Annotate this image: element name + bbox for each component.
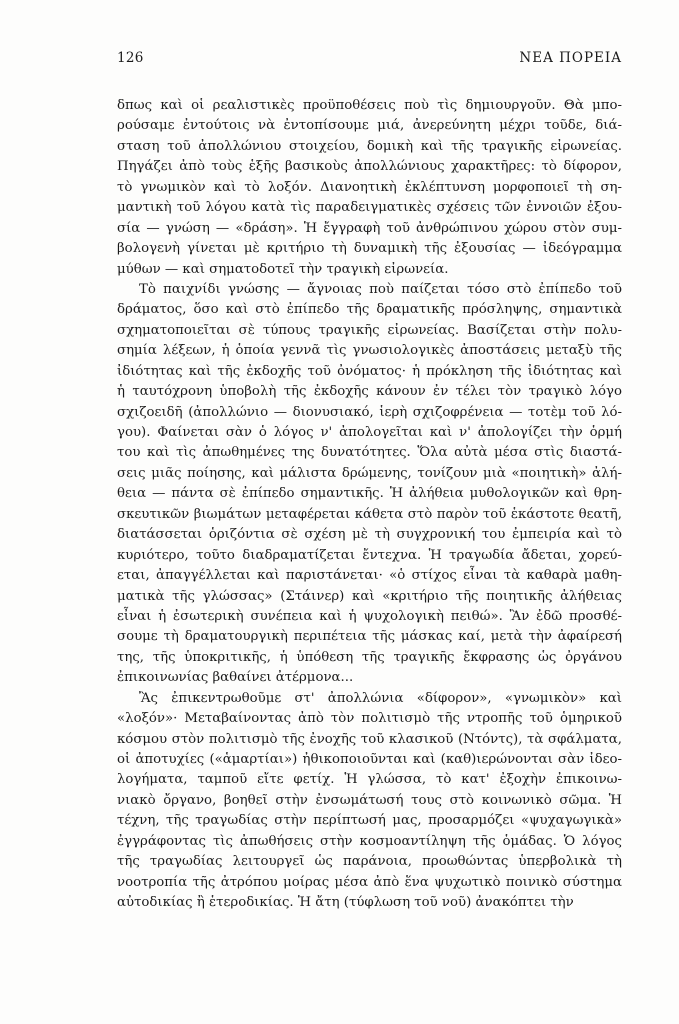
text-line: της, τῆς ὑποκριτικῆς, ἡ ὑπόθεση τῆς τραγικῆς ἔκφρασης ὡς ὀργάνου	[117, 649, 622, 665]
text-line: κόσμου στὸν πολιτισμὸ τῆς ἐνοχῆς τοῦ κλασικοῦ (Ντόντς), τὰ σφάλματα,	[117, 731, 622, 747]
paragraph	[117, 96, 622, 280]
text-line: ἡ ταυτόχρονη ὑποβολὴ τῆς ἐκδοχῆς κάνουν ἐν τέλει τὸν τραγικὸ λόγο	[117, 384, 622, 400]
text-line: σκευτικῶν βιωμάτων μεταφέρεται κάθετα στὸ παρὸν τοῦ ἑκάστοτε θεατῆ,	[117, 506, 622, 522]
text-line: σία — γνώση — «δράση». Ἡ ἔγγραφὴ τοῦ ἀνθρώπινου χώρου στὸν συμ-	[117, 220, 622, 236]
text-line: δράματος, ὅσο καὶ στὸ ἐπίπεδο τῆς δραματικῆς πρόσληψης, σημαντικὰ	[117, 302, 622, 318]
text-line: κυριότερο, τοῦτο διαδραματίζεται ἔντεχνα. Ἡ τραγωδία ἄδεται, χορεύ-	[117, 547, 622, 563]
text-line: γου). Φαίνεται σὰν ὁ λόγος ν' ἀπολογεῖται καὶ ν' ἀπολογίζει τὴν ὁρμή	[117, 425, 622, 440]
journal-title: ΝΕΑ ΠΟΡΕΙΑ	[519, 50, 622, 66]
text-line: ἐπικοινωνίας βαθαίνει ἀτέρμονα...	[117, 670, 354, 686]
page-number: 126	[117, 50, 144, 66]
text-line: τῆς τραγωδίας λειτουργεῖ ὡς παράνοια, προωθώντας ὑπερβολικὰ τὴ	[117, 854, 622, 870]
text-line: ματικὰ τῆς γλώσσας» (Στάινερ) καὶ «κριτήριο τῆς ποιητικῆς ἀλήθειας	[117, 588, 622, 604]
text-line: ρούσαμε ἐντούτοις νὰ ἐντοπίσουμε μιά, ἀνερεύνητη μέχρι τοῦδε, διά-	[117, 118, 622, 134]
text-line: εται, ἀπαγγέλλεται καὶ παριστάνεται· «ὁ στίχος εἶναι τὰ καθαρὰ μαθη-	[117, 568, 622, 584]
text-line: διατάσσεται ὁριζόντια σὲ σχέση μὲ τὴ συγχρονική του ἐμπειρία καὶ τὸ	[117, 527, 622, 543]
text-line: αὐτοδικίας ἢ ἑτεροδικίας. Ἡ ἄτη (τύφλωση τοῦ νοῦ) ἀνακόπτει τὴν	[117, 895, 574, 911]
text-line: σταση τοῦ ἀπολλώνιου στοιχείου, δομικὴ καὶ τῆς τραγικῆς εἰρωνείας.	[117, 138, 622, 154]
text-line: του καὶ τὶς ἀπωθημένες της δυνατότητες. Ὅλα αὐτὰ μέσα στὶς διαστά-	[117, 445, 622, 461]
text-line: τέχνη, τῆς τραγωδίας στὴν περίπτωσή μας, προσαρμόζει «ψυχαγωγικὰ»	[117, 813, 622, 829]
text-line: Πηγάζει ἀπὸ τοὺς ἑξῆς βασικοὺς ἀπολλώνιους χαρακτῆρες: τὸ δίφορον,	[117, 159, 622, 175]
text-line: σχηματοποιεῖται σὲ τύπους τραγικῆς εἰρωνείας. Βασίζεται στὴν πολυ-	[117, 322, 622, 338]
text-line: σεις μιᾶς ποίησης, καὶ μάλιστα δρώμενης, τονίζουν μιὰ «ποιητικὴ» ἀλή-	[117, 465, 622, 481]
text-line: τὸ γνωμικὸν καὶ τὸ λοξόν. Διανοητικὴ ἐκλέπτυνση μορφοποιεῖ τὴ ση-	[117, 179, 622, 195]
body-text	[117, 96, 622, 914]
text-line: σημία λέξεων, ἡ ὁποία γεννᾶ τὶς γνωσιολογικὲς ἀποστάσεις μεταξὺ τῆς	[117, 343, 622, 359]
text-line: λογήματα, ταμποῦ εἴτε φετίχ. Ἡ γλώσσα, τὸ κατ' ἐξοχὴν ἐπικοινω-	[117, 772, 622, 788]
text-line: σουμε τὴ δραματουργικὴ περιπέτεια τῆς μάσκας καί, μετὰ τὴν ἀφαίρεσή	[117, 629, 622, 645]
text-line: βολογενὴ γίνεται μὲ κριτήριο τὴ δυναμικὴ τῆς ἐξουσίας — ἰδεόγραμμα	[117, 241, 622, 257]
running-head	[117, 50, 622, 70]
text-line: μαντικὴ τοῦ λόγου κατὰ τὶς παραδειγματικὲς σχέσεις τῶν ἐννοιῶν ἐξου-	[117, 200, 622, 216]
text-line: μύθων — καὶ σηματοδοτεῖ τὴν τραγικὴ εἰρωνεία.	[117, 261, 449, 277]
text-line: Τὸ παιχνίδι γνώσης — ἄγνοιας ποὺ παίζεται τόσο στὸ ἐπίπεδο τοῦ	[139, 281, 622, 297]
text-line: δπως καὶ οἱ ρεαλιστικὲς προϋποθέσεις ποὺ τὶς δημιουργοῦν. Θὰ μπο-	[117, 98, 622, 113]
text-line: σχιζοειδῆ (ἀπολλώνιο — διονυσιακό, ἱερὴ σχιζοφρένεια — τοτὲμ τοῦ λό-	[117, 404, 622, 420]
text-line: θεια — πάντα σὲ ἐπίπεδο σημαντικῆς. Ἡ ἀλήθεια μυθολογικῶν καὶ θρη-	[117, 486, 622, 502]
text-line: νιακὸ ὄργανο, βοηθεῖ στὴν ἐνσωμάτωσή τους στὸ κοινωνικὸ σῶμα. Ἡ	[117, 792, 622, 808]
text-line: οἱ ἀποτυχίες («ἁμαρτίαι») ἠθικοποιοῦνται καὶ (καθ)ιερώνονται σὰν ἰδεο-	[117, 752, 622, 767]
text-line: «λοξόν»· Μεταβαίνοντας ἀπὸ τὸν πολιτισμὸ τῆς ντροπῆς τοῦ ὁμηρικοῦ	[117, 711, 622, 727]
paragraph	[117, 280, 622, 689]
text-line: ἐγγράφοντας τὶς ἀπωθήσεις στὴν κοσμοαντίληψη τῆς ὁμάδας. Ὁ λόγος	[117, 833, 622, 849]
paragraph	[117, 689, 622, 914]
text-line: νοοτροπία τῆς ἀτρόπου μοίρας μέσα ἀπὸ ἕνα ψυχωτικὸ ποινικὸ σύστημα	[117, 874, 622, 890]
text-line: Ἂς ἐπικεντρωθοῦμε στ' ἀπολλώνια «δίφορον», «γνωμικὸν» καὶ	[139, 690, 622, 706]
text-line: εἶναι ἡ ἐσωτερικὴ συνέπεια καὶ ἡ ψυχολογικὴ πειθώ». Ἂν ἐδῶ προσθέ-	[117, 608, 622, 624]
text-line: ἰδιότητας καὶ τῆς ἐκδοχῆς τοῦ ὀνόματος· ἡ πρόκληση τῆς ἰδιότητας καὶ	[117, 363, 622, 379]
